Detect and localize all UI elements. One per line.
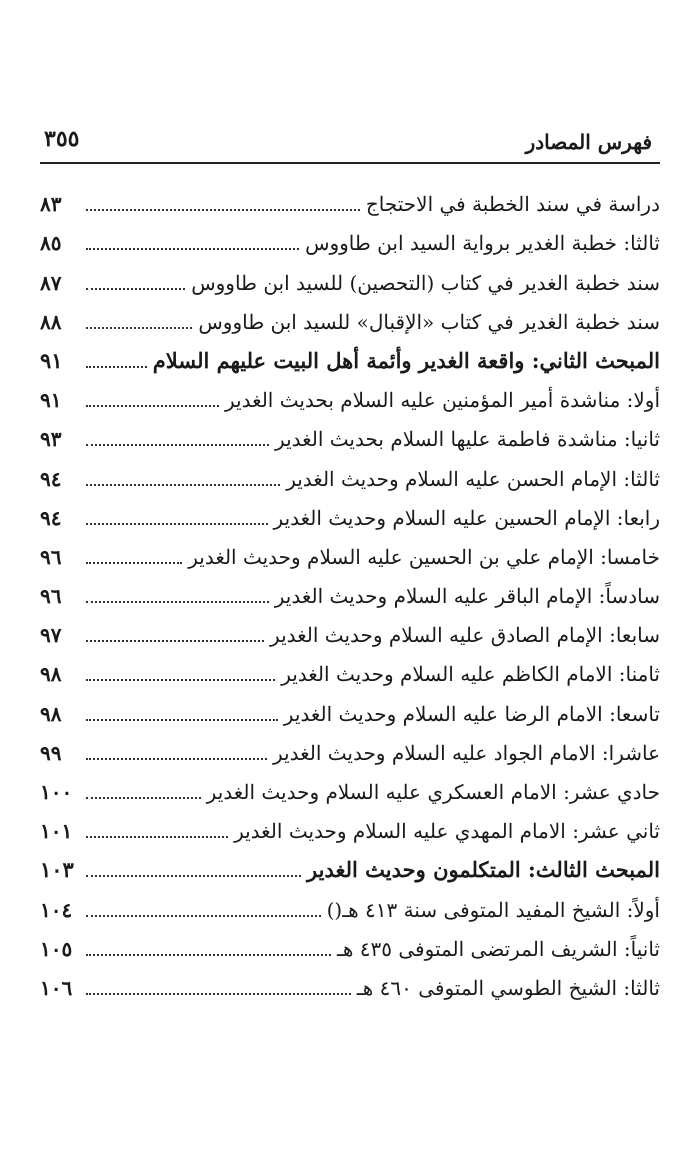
toc-entry-page: ٩٩	[40, 740, 62, 765]
toc-entry-title: ثامنا: الامام الكاظم عليه السلام وحديث الغدير	[281, 662, 660, 687]
toc-entry-title: سادساً: الإمام الباقر عليه السلام وحديث الغدير	[274, 584, 660, 609]
running-title: فهرس المصادر	[525, 130, 652, 154]
toc-entry-page: ٩٦	[40, 544, 62, 569]
dot-leader	[86, 954, 331, 956]
toc-entry-title: ثالثا: الإمام الحسن عليه السلام وحديث الغدير	[286, 466, 660, 491]
page-number: ٣٥٥	[44, 126, 80, 152]
toc-entry-page: ٩٣	[40, 427, 62, 452]
toc-entry-title: سند خطبة الغدير في كتاب (التحصين) للسيد ابن طاووس	[191, 270, 660, 295]
dot-leader	[86, 405, 219, 407]
dot-leader	[86, 248, 299, 250]
dot-leader	[86, 679, 275, 681]
toc-section-heading	[40, 846, 660, 885]
toc-entry-page: ١٠٦	[40, 975, 73, 1000]
toc-entry	[40, 180, 660, 219]
toc-entry-title: المبحث الثاني: واقعة الغدير وأئمة أهل البيت عليهم السلام	[152, 347, 660, 373]
dot-leader	[86, 601, 269, 603]
toc-section-heading	[40, 337, 660, 376]
toc-entry-page: ٩١	[40, 388, 62, 413]
toc-entry-title: عاشرا: الامام الجواد عليه السلام وحديث الغدير	[272, 740, 660, 765]
toc-entry-page: ٩٨	[40, 701, 62, 726]
toc-entry-title: ثانيا: مناشدة فاطمة عليها السلام بحديث الغدير	[275, 427, 660, 452]
dot-leader	[86, 758, 267, 760]
toc-entry-title: دراسة في سند الخطبة في الاحتجاج	[365, 192, 660, 217]
table-of-contents	[40, 180, 660, 1003]
dot-leader	[86, 327, 192, 329]
toc-entry-title: ثانياً: الشريف المرتضى المتوفى ٤٣٥ هـ	[337, 936, 660, 961]
dot-leader	[86, 719, 278, 721]
toc-entry-page: ٨٣	[40, 192, 62, 217]
toc-entry	[40, 729, 660, 768]
toc-entry-page: ١٠٤	[40, 897, 73, 922]
toc-entry-page: ٩٧	[40, 623, 62, 648]
toc-entry	[40, 533, 660, 572]
toc-entry-page: ١٠١	[40, 819, 73, 844]
toc-entry	[40, 611, 660, 650]
toc-entry-page: ٩٨	[40, 662, 62, 687]
toc-entry-page: ٨٥	[40, 231, 62, 256]
dot-leader	[86, 875, 301, 877]
toc-entry-page: ٩٤	[40, 505, 62, 530]
dot-leader	[86, 209, 360, 211]
dot-leader	[86, 836, 228, 838]
toc-entry-title: خامسا: الإمام علي بن الحسين عليه السلام وحديث الغدير	[188, 544, 660, 569]
toc-entry-title: سند خطبة الغدير في كتاب «الإقبال» للسيد ابن طاووس	[198, 309, 660, 334]
toc-entry-title: حادي عشر: الامام العسكري عليه السلام وحديث الغدير	[206, 780, 660, 804]
toc-entry-title: ثالثا: خطبة الغدير برواية السيد ابن طاووس	[305, 231, 660, 256]
toc-entry	[40, 689, 660, 728]
toc-entry-title: أولا: مناشدة أمير المؤمنين عليه السلام بحديث الغدير	[224, 388, 660, 413]
toc-entry	[40, 454, 660, 493]
toc-entry-title: أولاً: الشيخ المفيد المتوفى سنة ٤١٣ هـ()	[326, 897, 660, 922]
dot-leader	[86, 366, 147, 368]
dot-leader	[86, 444, 269, 446]
toc-entry-title: تاسعا: الامام الرضا عليه السلام وحديث الغدير	[283, 701, 660, 726]
toc-entry	[40, 768, 660, 807]
toc-entry-page: ٩١	[40, 347, 63, 373]
toc-entry-page: ٩٦	[40, 584, 62, 609]
toc-entry-title: ثاني عشر: الامام المهدي عليه السلام وحديث الغدير	[234, 819, 660, 844]
toc-entry-page: ١٠٣	[40, 857, 74, 883]
toc-entry-page: ٩٤	[40, 466, 62, 491]
dot-leader	[86, 484, 280, 486]
dot-leader	[86, 797, 201, 799]
toc-entry-title: سابعا: الإمام الصادق عليه السلام وحديث الغدير	[270, 623, 660, 648]
dot-leader	[86, 993, 351, 995]
toc-entry	[40, 807, 660, 846]
toc-entry	[40, 298, 660, 337]
dot-leader	[86, 915, 321, 917]
toc-entry-title: ثالثا: الشيخ الطوسي المتوفى ٤٦٠ هـ	[356, 975, 660, 1000]
toc-entry	[40, 219, 660, 258]
toc-entry	[40, 885, 660, 924]
dot-leader	[86, 288, 185, 290]
toc-entry	[40, 964, 660, 1003]
toc-entry	[40, 258, 660, 297]
toc-entry-page: ٨٨	[40, 309, 62, 334]
dot-leader	[86, 562, 182, 564]
toc-entry-page: ١٠٠	[40, 780, 73, 804]
toc-entry-title: المبحث الثالث: المتكلمون وحديث الغدير	[307, 857, 660, 883]
toc-entry	[40, 925, 660, 964]
toc-entry	[40, 415, 660, 454]
toc-entry	[40, 572, 660, 611]
toc-entry-title: رابعا: الإمام الحسين عليه السلام وحديث الغدير	[273, 505, 660, 530]
toc-entry	[40, 376, 660, 415]
toc-entry	[40, 494, 660, 533]
dot-leader	[86, 523, 268, 525]
toc-entry	[40, 650, 660, 689]
toc-entry-page: ١٠٥	[40, 936, 73, 961]
dot-leader	[86, 640, 264, 642]
toc-entry-page: ٨٧	[40, 270, 62, 295]
page-header	[40, 118, 660, 164]
